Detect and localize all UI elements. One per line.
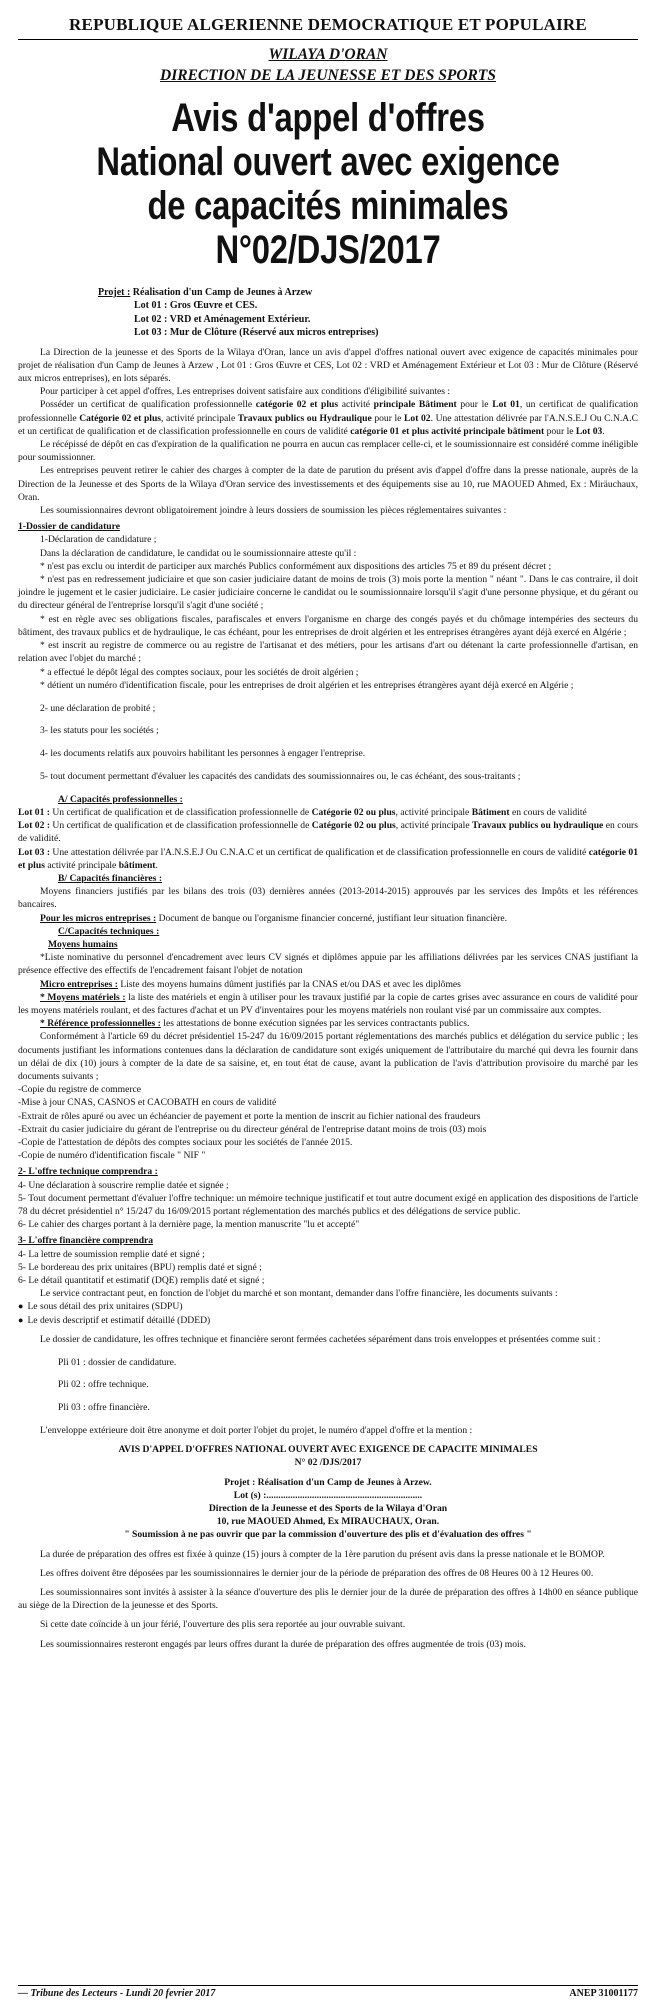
- dossier-item: * détient un numéro d'identification fiscale, pour les entreprises de droit algérien et les entreprises étrangères ayant déjà exercé en Algérie ;: [40, 679, 574, 691]
- envelope-outer-text: L'enveloppe extérieure doit être anonyme et doit porter l'objet du projet, le numéro d'appel d'offre et la mention :: [40, 1425, 473, 1436]
- intro-paragraph-1: La Direction de la jeunesse et des Sports de la Wilaya d'Oran, lance un avis d'appel d'offres national ouvert avec exigence de capacités minimales pour projet de réalisation d'un Camp de Jeunes à Arzew , Lot 01 : Gros Œuvre et CES, Lot 02 : VRD et Aménagement Extérieur et Lot 03 : Mur de Clôture (Réservé aux micros entreprises), en lots séparés.: [18, 346, 638, 385]
- footer-publication: — Tribune des Lecteurs - Lundi 20 fevrier 2017: [18, 1988, 216, 1999]
- dossier-list-item: 5- tout document permettant d'évaluer les capacités des candidats des soumissionnaires ou, le cas échéant, des sous-traitants ;: [40, 770, 521, 782]
- article69-text: Conformément à l'article 69 du décret présidentiel 15-247 du 16/09/2015 portant réglementations des marchés publics et délégation du service public ; les documents justifiant les informations contenues dans la déclaration de candidature sont exigés uniquement de l'attributaire du marché qui devra les fournir dans un délai de dix (10) jours à compter de la date de sa saisine, et, en tout état de cause, avant la publication de l'avis d'attribution provisoire du marché par les documents suivants ;: [18, 1031, 638, 1082]
- dossier-list-item: 4- les documents relatifs aux pouvoirs habilitant les personnes à engager l'entreprise.: [40, 748, 366, 760]
- doc-list-item: -Extrait du casier judiciaire du gérant de l'entreprise ou du directeur général de l'entreprise datant moins de trois (03) mois: [18, 1123, 487, 1135]
- lot02-requirement: Lot 02 : Un certificat de qualification et de classification professionnelle de Catégorie 02 ou plus, activité principale Travaux publics ou hydraulique en cours de validité.: [18, 820, 638, 845]
- envelope-pli: Pli 03 : offre financière.: [58, 1402, 150, 1414]
- human-resources-text: *Liste nominative du personnel d'encadrement avec leurs CV signés et diplômes appuie par les affiliations délivrées par les services CNAS justifiant la présence effective des effectifs de l'encadrement faisant l'objet de notation: [18, 952, 638, 977]
- envelope-label-lots: Lot (s) :.................................................................: [233, 1489, 423, 1501]
- tech-offer-heading: 2- L'offre technique comprendra :: [18, 1166, 158, 1178]
- fin-offer-item: 5- Le bordereau des prix unitaires (BPU) remplis daté et signé ;: [18, 1261, 262, 1273]
- doc-list-item: -Copie de numéro d'identification fiscale " NIF ": [18, 1150, 206, 1162]
- project-block: [98, 286, 638, 340]
- closing-paragraph-4: Si cette date coïncide à un jour férié, l'ouverture des plis sera reportée au jour ouvrable suivant.: [40, 1619, 406, 1631]
- intro-paragraph-6: Les soumissionnaires devront obligatoirement joindre à leurs dossiers de soumission les pièces réglementaires suivantes :: [40, 505, 507, 517]
- human-resources-heading: Moyens humains: [48, 938, 118, 950]
- micro-human-text: Micro entreprises : Liste des moyens humains dûment justifiés par la CNAS et/ou DAS et avec les diplômes: [40, 978, 461, 990]
- title-line-4: N°02/DJS/2017: [215, 228, 441, 272]
- envelope-pli: Pli 01 : dossier de candidature.: [58, 1356, 177, 1368]
- doc-list-item: -Copie de l'attestation de dépôts des comptes sociaux pour les sociétés de l'année 2015.: [18, 1136, 353, 1148]
- header-republic: REPUBLIQUE ALGERIENNE DEMOCRATIQUE ET POPULAIRE: [18, 14, 638, 40]
- lot03-requirement: Lot 03 : Une attestation délivrée par l'A.N.S.E.J Ou C.N.A.C et un certificat de qualification et de classification professionnelle en cours de validité catégorie 01 et plus activité principale bâtiment.: [18, 846, 638, 871]
- dossier-item: * est en règle avec ses obligations fiscales, parafiscales et envers l'organisme en charge des congés payés et du chômage intempéries des secteurs du bâtiment, des travaux publics et de hydraulique, le cas échéant, pour les entreprises de droit algérien et les entreprises étrangères ayant déjà exercé en Algérie ;: [18, 613, 638, 638]
- envelope-label-direction: Direction de la Jeunesse et des Sports de la Wilaya d'Oran: [208, 1503, 448, 1515]
- fin-offer-bullet: ● Le sous détail des prix unitaires (SDPU): [18, 1300, 638, 1313]
- intro-paragraph-3: Posséder un certificat de qualification professionnelle catégorie 02 et plus activité principale Bâtiment pour le Lot 01, un certificat de qualification professionnelle Catégorie 02 et plus, activité principale Travaux publics ou Hydraulique pour le Lot 02. Une attestation délivrée par l'A.N.S.E.J Ou C.N.A.C et un certificat de qualification et de classification professionnelle en cours de validité catégorie 01 et plus activité principale bâtiment pour le Lot 03.: [18, 399, 639, 437]
- prof-capacity-heading: A/ Capacités professionnelles :: [58, 793, 183, 805]
- tech-offer-item: 4- Une déclaration à souscrire remplie datée et signée ;: [18, 1179, 229, 1191]
- tech-offer-item: 5- Tout document permettant d'évaluer l'offre technique: un mémoire technique justificatif et tout autre document exigé en application des dispositions de l'article 78 du décret présidentiel n° 15/247 du 16/09/2015 portant réglementation des marchés publics et des délégations de service public.: [18, 1192, 638, 1217]
- envelope-label-number: N° 02 /DJS/2017: [294, 1457, 362, 1469]
- dossier-item: * a effectué le dépôt légal des comptes sociaux, pour les sociétés de droit algérien ;: [40, 666, 359, 678]
- envelope-pli: Pli 02 : offre technique.: [58, 1379, 149, 1391]
- dossier-attest: Dans la déclaration de candidature, le candidat ou le soumissionnaire atteste qu'il :: [40, 547, 357, 559]
- tech-offer-item: 6- Le cahier des charges portant à la dernière page, la mention manuscrite "lu et accepté": [18, 1219, 360, 1231]
- dossier-heading: 1-Dossier de candidature: [18, 521, 120, 533]
- header-wilaya: WILAYA D'ORAN: [268, 46, 388, 63]
- envelopes-text: Le dossier de candidature, les offres technique et financière seront fermées cachetées séparément dans trois enveloppes et présentées comme suit :: [40, 1333, 601, 1345]
- fin-capacity-text: Moyens financiers justifiés par les bilans des trois (03) dernières années (2013-2014-2015) approuvés par les services des Impôts et les références bancaires.: [18, 886, 638, 911]
- envelope-label-warning: " Soumission à ne pas ouvrir que par la commission d'ouverture des plis et d'évaluation des offres ": [124, 1529, 532, 1541]
- closing-paragraph-1: La durée de préparation des offres est fixée à quinze (15) jours à compter de la 1ère parution du présent avis dans la presse nationale et le BOMOP.: [40, 1548, 605, 1560]
- project-lot-2: Lot 02 : VRD et Aménagement Extérieur.: [134, 313, 311, 325]
- tech-capacity-heading: C/Capacités techniques :: [58, 925, 160, 937]
- lot01-requirement: Lot 01 : Un certificat de qualification et de classification professionnelle de Catégorie 02 ou plus, activité principale Bâtiment en cours de validité: [18, 806, 587, 818]
- dossier-item: * n'est pas exclu ou interdit de participer aux marchés Publics conformément aux dispositions des articles 75 et 89 du présent décret ;: [40, 560, 552, 572]
- envelope-label-title: AVIS D'APPEL D'OFFRES NATIONAL OUVERT AVEC EXIGENCE DE CAPACITE MINIMALES: [118, 1444, 538, 1456]
- fin-offer-item: 6- Le détail quantitatif et estimatif (DQE) remplis daté et signé ;: [18, 1275, 265, 1286]
- header-direction: DIRECTION DE LA JEUNESSE ET DES SPORTS: [160, 67, 496, 84]
- intro-paragraph-2: Pour participer à cet appel d'offres, Les entreprises doivent satisfaire aux conditions d'éligibilité suivantes :: [40, 386, 451, 398]
- envelope-label-project: Projet : Réalisation d'un Camp de Jeunes à Arzew.: [224, 1476, 432, 1488]
- dossier-list-item: 3- les statuts pour les sociétés ;: [40, 725, 159, 737]
- notice-page: [18, 14, 638, 1651]
- title-line-1: Avis d'appel d'offres: [171, 96, 485, 140]
- closing-paragraph-5: Les soumissionnaires resteront engagés par leurs offres durant la durée de préparation des offres augmentée de trois (03) mois.: [40, 1638, 526, 1650]
- doc-list-item: -Copie du registre de commerce: [18, 1084, 142, 1096]
- intro-paragraph-4: Le récépissé de dépôt en cas d'expiration de la qualification ne pourra en aucun cas remplacer celle-ci, et le soumissionnaire est considéré comme inéligible pour soumissionner.: [18, 439, 638, 464]
- fin-offer-bullet: ● Le devis descriptif et estimatif détaillé (DDED): [18, 1314, 638, 1327]
- project-lot-1: Lot 01 : Gros Œuvre et CES.: [134, 300, 258, 312]
- closing-paragraph-3: Les soumissionnaires sont invités à assister à la séance d'ouverture des plis le dernier jour de la durée de préparation des offres à 14h00 en séance publique au siège de la Direction de la jeunesse et des Sports.: [18, 1587, 638, 1612]
- closing-paragraph-2: Les offres doivent être déposées par les soumissionnaires le dernier jour de la période de préparation des offres de 08 Heures 00 à 12 Heures 00.: [40, 1567, 594, 1579]
- equipment-text: * Moyens matériels : la liste des matériels et engin à utiliser pour les travaux justifié par la copie de cartes grises avec assurance en cours de validité pour les moyens matériels roulant, et des factures d'achat et un PV d'inventaires pour les moyens matériels non roulant visé par un commissaire aux comptes.: [18, 991, 638, 1016]
- page-footer: [18, 1985, 638, 2004]
- footer-anep-ref: ANEP 31001177: [569, 1988, 638, 1999]
- dossier-item: * est inscrit au registre de commerce ou au registre de l'artisanat et des métiers, pour les artisans d'art ou détenant la carte professionnelle d'artisan, en relation avec l'objet du marché ;: [18, 640, 638, 665]
- project-lot-3: Lot 03 : Mur de Clôture (Réservé aux micros entreprises): [134, 327, 379, 339]
- references-text: * Référence professionnelles : les attestations de bonne exécution signées par les services contractants publics.: [40, 1018, 470, 1030]
- title-line-3: de capacités minimales: [147, 184, 509, 228]
- dossier-item: * n'est pas en redressement judiciaire et que son casier judiciaire datant de moins de trois (3) mois porte la mention " néant ". Dans le cas contraire, il doit joindre le jugement et le casier judiciaire. Le casier judiciaire concerne le candidat ou le soumissionnaire lorsqu'il s'agit d'une personne physique, et du gérant ou du directeur général de l'entreprise lorsqu'il s'agit d'une société ;: [18, 574, 638, 612]
- micro-fin-text: Pour les micros entreprises : Document de banque ou l'organisme financier concerné, justifiant leur situation financière.: [40, 912, 507, 924]
- dossier-list-item: 2- une déclaration de probité ;: [40, 702, 156, 714]
- notice-title: [74, 96, 582, 272]
- project-name: Réalisation d'un Camp de Jeunes à Arzew: [130, 287, 313, 298]
- doc-list-item: -Mise à jour CNAS, CASNOS et CACOBATH en cours de validité: [18, 1097, 277, 1109]
- envelope-label-address: 10, rue MAOUED Ahmed, Ex MIRAUCHAUX, Oran.: [216, 1516, 440, 1528]
- doc-list-item: -Extrait de rôles apuré ou avec un échéancier de payement et porte la mention de inscrit au fichier national des fraudeurs: [18, 1110, 481, 1122]
- fin-capacity-heading: B/ Capacités financières :: [58, 872, 163, 884]
- dossier-declaration: 1-Déclaration de candidature ;: [40, 534, 157, 546]
- intro-paragraph-5: Les entreprises peuvent retirer le cahier des charges à compter de la date de parution du présent avis d'appel d'offre dans la presse nationale, auprès de la Direction de la Jeunesse et des Sports de la Wilaya d'Oran service des investissements et des équipements sise au 10, rue MAOUED Ahmed, Ex : Miräuchaux, Oran.: [18, 465, 638, 503]
- title-line-2: National ouvert avec exigence: [96, 140, 560, 184]
- fin-offer-item: 4- La lettre de soumission remplie daté et signé ;: [18, 1248, 205, 1260]
- project-label: Projet :: [98, 287, 131, 298]
- fin-offer-note: Le service contractant peut, en fonction de l'objet du marché et son montant, demander dans l'offre financière, les documents suivants :: [40, 1288, 558, 1300]
- fin-offer-heading: 3- L'offre financière comprendra: [18, 1235, 154, 1247]
